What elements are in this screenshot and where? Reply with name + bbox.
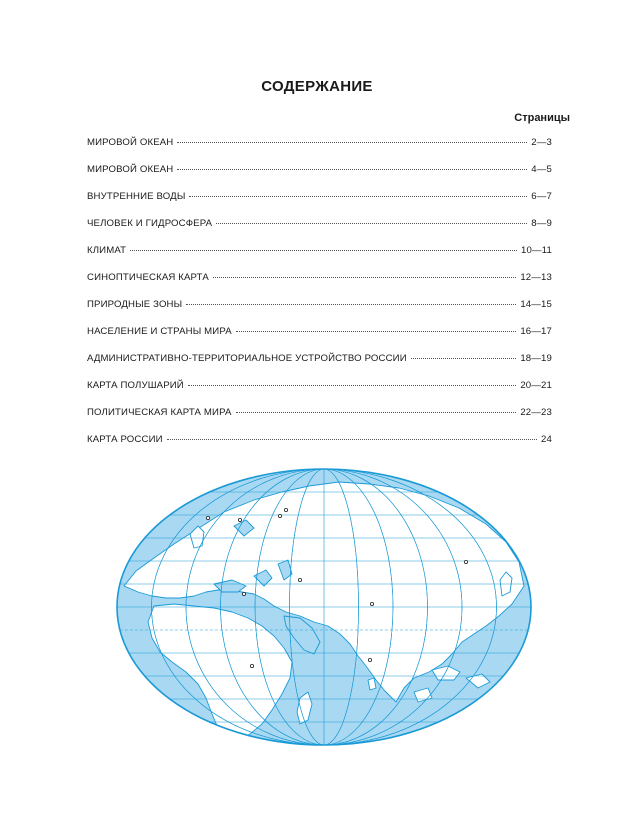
dot-leader [411, 358, 517, 359]
toc-entry-pages: 10—11 [521, 245, 552, 256]
dot-leader [236, 412, 517, 413]
toc-entry-pages: 2—3 [531, 137, 552, 148]
toc-entry-label: ВНУТРЕННИЕ ВОДЫ [87, 191, 186, 202]
toc-entry-label: КАРТА ПОЛУШАРИЙ [87, 380, 184, 391]
city-marker [370, 602, 373, 605]
toc-entry[interactable] [87, 434, 552, 461]
toc-entry[interactable] [87, 299, 552, 326]
dot-leader [130, 250, 517, 251]
toc-entry-label: МИРОВОЙ ОКЕАН [87, 137, 174, 148]
city-marker [238, 518, 241, 521]
toc-entry[interactable] [87, 326, 552, 353]
toc-entry[interactable] [87, 272, 552, 299]
toc-entry-pages: 8—9 [531, 218, 552, 229]
city-marker [206, 516, 209, 519]
toc-entry-label: КЛИМАТ [87, 245, 127, 256]
table-of-contents [87, 137, 552, 461]
toc-entry[interactable] [87, 164, 552, 191]
world-outline-map [114, 466, 534, 748]
page-title: СОДЕРЖАНИЕ [261, 78, 373, 95]
toc-entry[interactable] [87, 245, 552, 272]
toc-entry[interactable] [87, 407, 552, 434]
dot-leader [213, 277, 516, 278]
city-marker [278, 514, 281, 517]
dot-leader [186, 304, 516, 305]
dot-leader [177, 169, 527, 170]
toc-entry-pages: 12—13 [520, 272, 552, 283]
city-marker [368, 658, 371, 661]
toc-entry-pages: 24 [541, 434, 552, 445]
city-marker [250, 664, 253, 667]
city-marker [242, 592, 245, 595]
toc-entry-pages: 20—21 [520, 380, 552, 391]
toc-entry[interactable] [87, 380, 552, 407]
toc-entry[interactable] [87, 191, 552, 218]
toc-entry[interactable] [87, 137, 552, 164]
toc-entry-pages: 16—17 [520, 326, 552, 337]
toc-entry-pages: 4—5 [531, 164, 552, 175]
toc-entry-label: СИНОПТИЧЕСКАЯ КАРТА [87, 272, 209, 283]
toc-entry-label: ПРИРОДНЫЕ ЗОНЫ [87, 299, 183, 310]
dot-leader [167, 439, 537, 440]
toc-entry-pages: 14—15 [520, 299, 552, 310]
dot-leader [189, 196, 527, 197]
toc-entry[interactable] [87, 353, 552, 380]
toc-entry-label: КАРТА РОССИИ [87, 434, 163, 445]
pages-column-header: Страницы [514, 112, 570, 124]
city-marker [298, 578, 301, 581]
toc-entry-label: НАСЕЛЕНИЕ И СТРАНЫ МИРА [87, 326, 232, 337]
city-marker [464, 560, 467, 563]
toc-entry-label: МИРОВОЙ ОКЕАН [87, 164, 174, 175]
toc-entry-label: АДМИНИСТРАТИВНО-ТЕРРИТОРИАЛЬНОЕ УСТРОЙСТВО РОССИИ [87, 353, 407, 364]
toc-entry-pages: 6—7 [531, 191, 552, 202]
toc-entry[interactable] [87, 218, 552, 245]
city-marker [284, 508, 287, 511]
dot-leader [188, 385, 516, 386]
toc-entry-label: ПОЛИТИЧЕСКАЯ КАРТА МИРА [87, 407, 232, 418]
toc-entry-pages: 18—19 [520, 353, 552, 364]
dot-leader [216, 223, 527, 224]
dot-leader [177, 142, 527, 143]
toc-entry-pages: 22—23 [520, 407, 552, 418]
toc-entry-label: ЧЕЛОВЕК И ГИДРОСФЕРА [87, 218, 213, 229]
dot-leader [236, 331, 517, 332]
